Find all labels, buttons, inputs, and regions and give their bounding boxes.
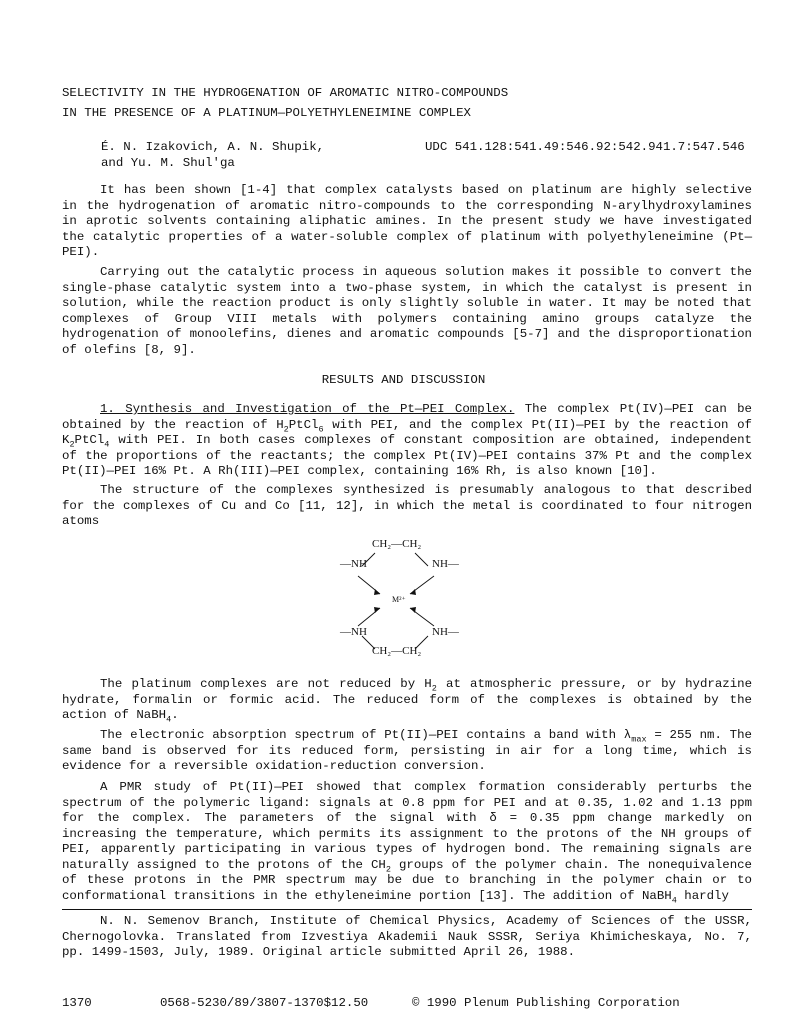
pmr-paragraph: A PMR study of Pt(II)—PEI showed that complex formation considerably perturbs the spectrum of the polymeric ligand: signals at 0.8 ppm for PEI and at 0.35, 1.02 and 1.13 ppm for the complex. The parameters of the signal with δ = 0.35 ppm change markedly on increasing the temperature, which permits its assignment to the protons of the NH groups of PEI, apparently participating in various types of hydrogen bond. The remaining signals are naturally assigned to the protons of the $CH_2$ groups of the polymer chain. The nonequivalence of these protons in the PMR spectrum may be due to branching in the polymer chain or to conformational transitions in the ethyleneimine portion [13]. The addition of NaBH$_4$ hardly — [62, 780, 752, 905]
authors-line-1: É. N. Izakovich, A. N. Shupik, — [101, 140, 325, 154]
structure-top-ch2: CH₂—CH₂ — [372, 538, 422, 550]
article-code: 0568-5230/89/3807-1370$12.50 — [160, 996, 369, 1010]
structure-bottom-ch2: CH₂—CH₂ — [372, 645, 422, 657]
structure-nh-left-top: —NH — [340, 558, 367, 570]
spectrum-paragraph: The electronic absorption spectrum of Pt(II)—PEI contains a band with $\lambda_{max} = 255$ nm. The same band is observed for its reduced form, persisting in air for a long time, which is evidence for a reversible oxidation-reduction conversion. — [62, 728, 752, 773]
title-line-1: SELECTIVITY IN THE HYDROGENATION OF AROMATIC NITRO-COMPOUNDS — [62, 86, 509, 100]
intro-paragraph-2: Carrying out the catalytic process in aqueous solution makes it possible to convert the single-phase catalytic system into a two-phase system, in which the catalyst is present in solution, while the reaction product is only slightly soluble in water. It may be noted that complexes of Group VIII metals with polymers containing amino groups catalyze the hydrogenation of monoolefins, dienes and aromatic compounds [5-7] and the disproportionation of olefins [8, 9]. — [62, 265, 752, 357]
section-heading: RESULTS AND DISCUSSION — [321, 373, 486, 387]
subsection-title: 1. Synthesis and Investigation of the Pt—PEI Complex. — [100, 402, 515, 416]
copyright: © 1990 Plenum Publishing Corporation — [412, 996, 680, 1010]
authors-line-2: and Yu. M. Shul'ga — [101, 156, 235, 170]
footnote: N. N. Semenov Branch, Institute of Chemical Physics, Academy of Sciences of the USSR, Chernogolovka. Translated from Izvestiya Akademii Nauk SSSR, Seriya Khimicheskaya, No. 7, pp. 1499-1503, July, 1989. Original article submitted April 26, 1988. — [62, 914, 752, 959]
footnote-rule — [62, 909, 752, 910]
intro-paragraph-1: It has been shown [1-4] that complex catalysts based on platinum are highly selective in the hydrogenation of aromatic nitro-compounds to the corresponding N-arylhydroxylamines in aprotic solvents containing aliphatic amines. In the present study we have investigated the catalytic properties of a water-soluble complex of platinum with polyethyleneimine (Pt—PEI). — [62, 183, 752, 259]
section-paragraph-2: The structure of the complexes synthesized is presumably analogous to that described for the complexes of Cu and Co [11, 12], in which the metal is coordinated to four nitrogen atoms — [62, 483, 752, 528]
reduction-paragraph: The platinum complexes are not reduced by $H_2$ at atmospheric pressure, or by hydrazine hydrate, formalin or formic acid. The reduced form of the complexes is obtained by the action of NaBH$_4$. — [62, 677, 753, 725]
title-line-2: IN THE PRESENCE OF A PLATINUM—POLYETHYLENEIMINE COMPLEX — [62, 106, 471, 120]
section-paragraph-1: 1. Synthesis and Investigation of the Pt—PEI Complex. The complex Pt(IV)—PEI can be obtained by the reaction of $H_2PtCl_6$ with PEI, and the complex Pt(II)—PEI by the reaction of $K_2PtCl_4$ with PEI. In both cases complexes of constant composition are obtained, independent of the proportions of the reactants; the complex Pt(IV)—PEI contains 37% Pt and the complex Pt(II)—PEI 16% Pt. A Rh(III)—PEI complex, containing 16% Rh, is also known [10]. — [62, 402, 752, 478]
structure-metal-ion: M²⁺ — [392, 595, 406, 604]
structure-nh-right-bottom: NH— — [432, 626, 459, 638]
udc-code: UDC 541.128:541.49:546.92:542.941.7:547.546 — [425, 140, 745, 154]
structure-nh-left-bottom: —NH — [340, 626, 367, 638]
structure-nh-right-top: NH— — [432, 558, 459, 570]
page-number: 1370 — [62, 996, 92, 1010]
